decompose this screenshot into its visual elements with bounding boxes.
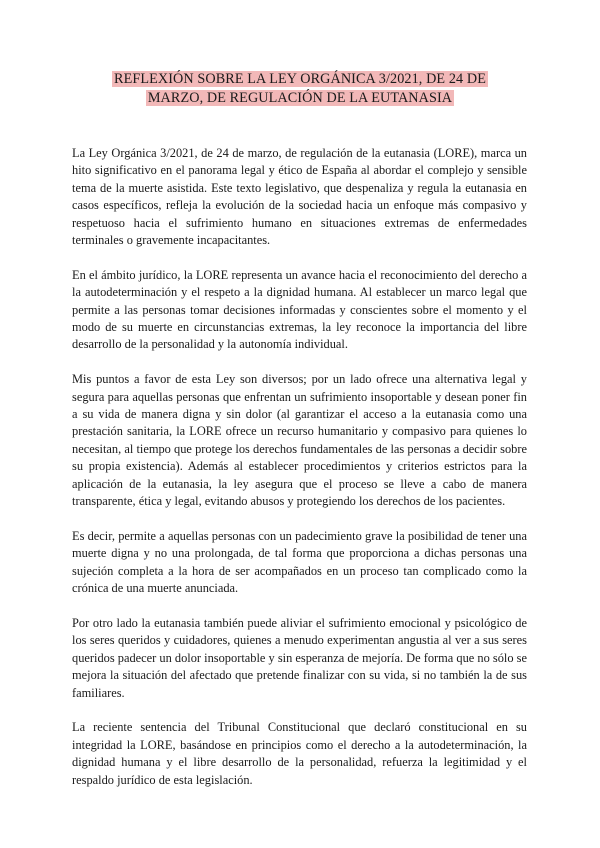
paragraph-4: Es decir, permite a aquellas personas con un padecimiento grave la posibilidad de tener una muerte digna y no una prolongada, de tal forma que proporciona a dichas personas una sujeción completa a la hora de ser acompañados en un proceso tan complicado como la crónica de una muerte anunciada. xyxy=(72,528,527,596)
document-title xyxy=(80,70,520,108)
document-body xyxy=(72,145,527,806)
paragraph-1: La Ley Orgánica 3/2021, de 24 de marzo, de regulación de la eutanasia (LORE), marca un hito significativo en el panorama legal y ético de España al abordar el complejo y sensible tema de la muerte asistida. Este texto legislativo, que despenaliza y regula la eutanasia en casos específicos, refleja la evolución de la sociedad hacia un enfoque más compasivo y respetuoso hacia el sufrimiento humano en situaciones extremas de enfermedades terminales o gravemente incapacitantes. xyxy=(72,146,527,248)
title-line-2: MARZO, DE REGULACIÓN DE LA EUTANASIA xyxy=(147,90,453,106)
paragraph-2: En el ámbito jurídico, la LORE representa un avance hacia el reconocimiento del derecho a la autodeterminación y el respeto a la dignidad humana. Al establecer un marco legal que permite a las personas tomar decisiones informadas y conscientes sobre el momento y el modo de su muerte en circunstancias extremas, la ley reconoce la importancia del libre desarrollo de la personalidad y la autonomía individual. xyxy=(72,267,527,352)
paragraph-3: Mis puntos a favor de esta Ley son diversos; por un lado ofrece una alternativa legal y segura para aquellas personas que enfrentan un sufrimiento insoportable y desean poner fin a su vida de manera digna y sin dolor (al garantizar el acceso a la eutanasia como una prestación sanitaria, la LORE ofrece un recurso humanitario y compasivo para quienes lo necesitan, al tiempo que protege los derechos fundamentales de las personas a decidir sobre su propia existencia). Además al establecer procedimientos y criterios estrictos para la aplicación de la eutanasia, la ley asegura que el proceso se lleve a cabo de manera transparente, ética y legal, evitando abusos y protegiendo los derechos de los pacientes. xyxy=(72,372,527,509)
paragraph-5: Por otro lado la eutanasia también puede aliviar el sufrimiento emocional y psicológico de los seres queridos y cuidadores, quienes a menudo experimentan angustia al ver a sus seres queridos padecer un dolor insoportable y sin esperanza de mejoría. De forma que no sólo se mejora la situación del afectado que pretende finalizar con su vida, si no también la de sus familiares. xyxy=(72,615,527,700)
title-line-1: REFLEXIÓN SOBRE LA LEY ORGÁNICA 3/2021, DE 24 DE xyxy=(114,71,486,87)
paragraph-6: La reciente sentencia del Tribunal Constitucional que declaró constitucional en su integridad la LORE, basándose en principios como el derecho a la autodeterminación, la dignidad humana y el libre desarrollo de la personalidad, refuerza la legitimidad y el respaldo jurídico de esta legislación. xyxy=(72,720,527,787)
